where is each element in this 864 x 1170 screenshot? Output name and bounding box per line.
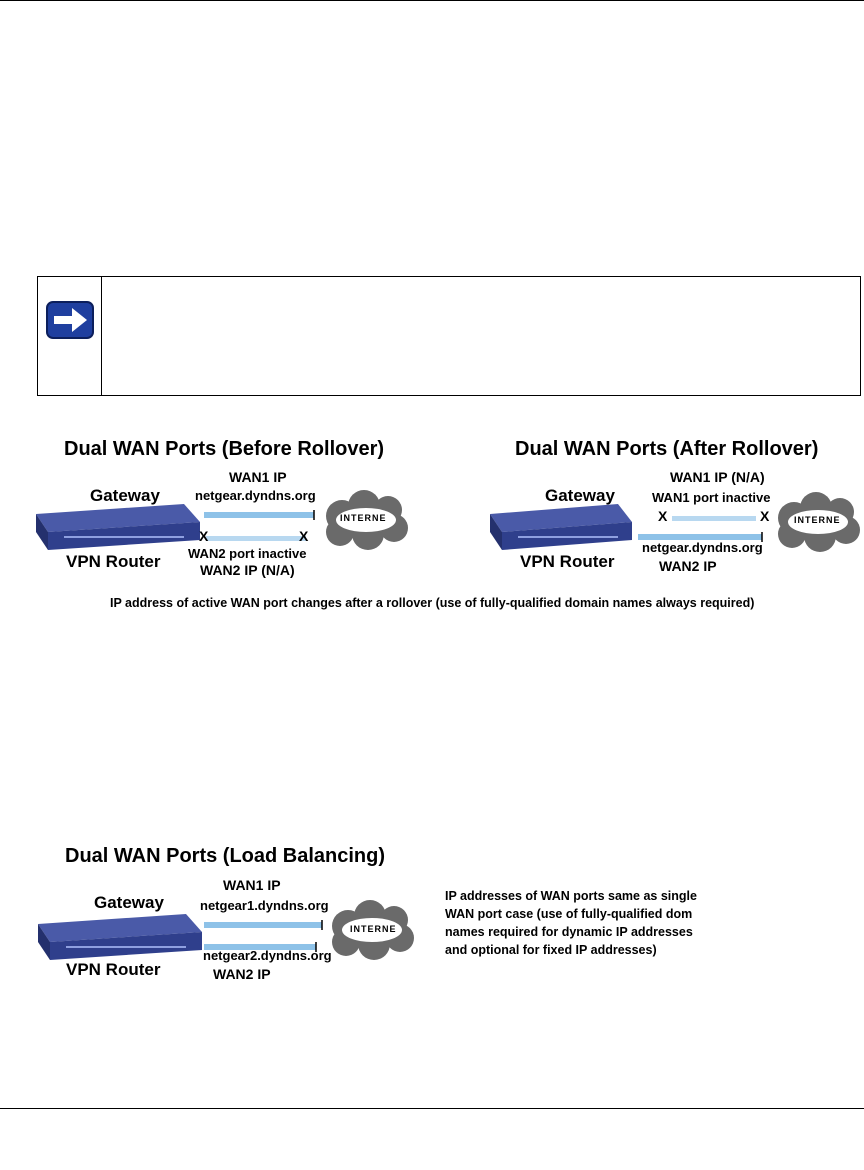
lb-wan2-domain: netgear2.dyndns.org — [203, 948, 332, 963]
router-device — [38, 914, 202, 960]
lb-note — [445, 887, 735, 959]
after-router-label: VPN Router — [520, 552, 615, 571]
before-wan2-x-right: X — [299, 528, 309, 544]
wan1-link — [204, 920, 322, 930]
before-rollover-title: Dual WAN Ports (Before Rollover) — [64, 438, 385, 460]
lb-cloud-label: INTERNE — [350, 924, 397, 934]
after-wan1-x-left: X — [658, 508, 668, 524]
lb-wan2-label: WAN2 IP — [213, 966, 271, 982]
header-rule — [0, 0, 864, 1]
footer-rule — [0, 1108, 864, 1109]
after-cloud-label: INTERNE — [794, 515, 841, 525]
after-wan2-label: WAN2 IP — [659, 558, 717, 574]
lb-wan1-domain: netgear1.dyndns.org — [200, 898, 329, 913]
after-gateway-label: Gateway — [545, 486, 615, 505]
lb-gateway-label: Gateway — [94, 893, 164, 912]
before-wan2-x-left: X — [199, 528, 209, 544]
after-rollover-title: Dual WAN Ports (After Rollover) — [515, 438, 819, 460]
lb-note-line: and optional for fixed IP addresses) — [445, 943, 657, 957]
lb-note-line: IP addresses of WAN ports same as single — [445, 889, 697, 903]
wan1-link — [204, 510, 314, 520]
figure1-caption: IP address of active WAN port changes after a rollover (use of fully-qualified domain names always required) — [110, 596, 755, 610]
before-gateway-label: Gateway — [90, 486, 160, 505]
before-wan1-label: WAN1 IP — [229, 469, 287, 485]
before-wan2-label: WAN2 IP (N/A) — [200, 562, 295, 578]
before-wan1-domain: netgear.dyndns.org — [195, 488, 316, 503]
note-icon-cell — [38, 277, 102, 395]
after-wan1-status: WAN1 port inactive — [652, 490, 771, 505]
note-box — [37, 276, 861, 396]
wan1-link-inactive — [672, 516, 756, 521]
load-balancing-title: Dual WAN Ports (Load Balancing) — [65, 845, 386, 867]
before-wan2-status: WAN2 port inactive — [188, 546, 307, 561]
right-arrow-note-icon — [46, 301, 94, 339]
after-wan1-x-right: X — [760, 508, 770, 524]
before-router-label: VPN Router — [66, 552, 161, 571]
wan2-link-inactive — [206, 536, 306, 541]
lb-note-line: names required for dynamic IP addresses — [445, 925, 693, 939]
lb-wan1-label: WAN1 IP — [223, 877, 281, 893]
after-wan2-domain: netgear.dyndns.org — [642, 540, 763, 555]
router-device — [490, 504, 632, 550]
lb-note-line: WAN port case (use of fully-qualified dom — [445, 907, 693, 921]
after-wan1-label: WAN1 IP (N/A) — [670, 469, 765, 485]
before-cloud-label: INTERNE — [340, 513, 387, 523]
router-device — [36, 504, 200, 550]
lb-router-label: VPN Router — [66, 960, 161, 979]
